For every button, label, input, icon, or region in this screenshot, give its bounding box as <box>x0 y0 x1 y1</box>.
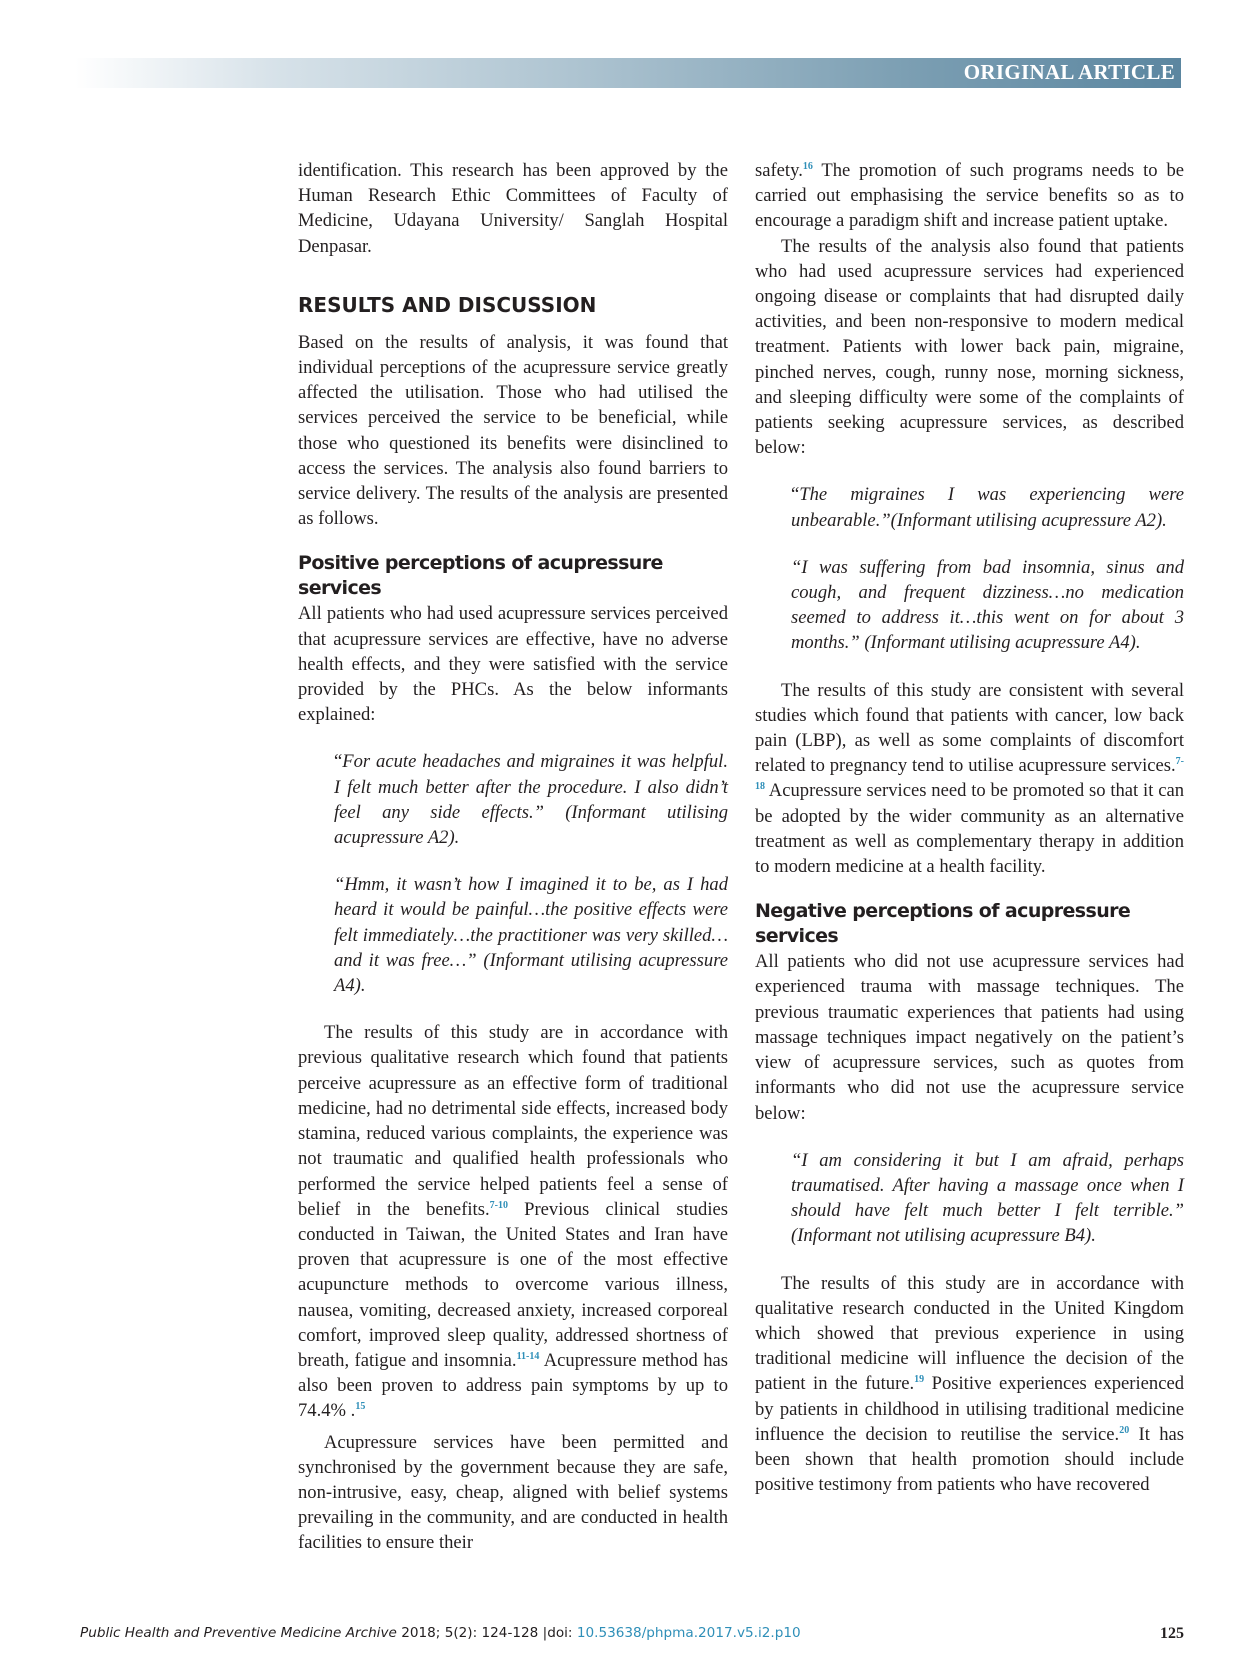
safety-text-1: safety. <box>755 160 803 181</box>
quote-migraines <box>791 482 1184 532</box>
negative-paragraph: All patients who did not use acupressure services had experienced trauma with massage techniques. The previous traumatic experiences that patients had using massage techniques impact negatively on the patient’s view of acupressure services, such as quotes from informants who did not use the acupressure service below: <box>755 951 1184 1124</box>
accordance-paragraph <box>298 1020 728 1423</box>
safety-text-2: The promotion of such programs needs to be carried out emphasising the service benefits so as to encourage a paradigm shift and increase patient uptake. <box>755 160 1184 232</box>
accordance-text-3: Acupressure method has also been proven to address pain symptoms by up to 74.4% . <box>298 1349 728 1422</box>
citation-11-14: 11-14 <box>516 1350 540 1362</box>
citation-info: 2018; 5(2): 124-128 |doi: <box>396 1625 577 1641</box>
quote-migraines-open: “ <box>791 484 800 506</box>
positive-paragraph: All patients who had used acupressure services perceived that acupressure services are effective, have no adverse health effects, and they were satisfied with the service provided by the PHCs. As the below informants explained: <box>298 603 728 726</box>
right-column <box>755 158 1184 1497</box>
citation-20: 20 <box>1119 1424 1130 1436</box>
section-heading-results: RESULTS AND DISCUSSION <box>298 292 597 317</box>
page-footer <box>80 1625 1184 1641</box>
page-number: 125 <box>1160 1625 1184 1642</box>
uk-text-1: The results of this study are in accordance with qualitative research conducted in the United Kingdom which showed that previous experience in using traditional medicine will influence the decision of the patient in the future. <box>755 1272 1184 1395</box>
safety-paragraph <box>755 158 1184 234</box>
results-paragraph: Based on the results of analysis, it was found that individual perceptions of the acupressure service greatly affected the utilisation. Those who had utilised the services perceived the service to be beneficial, while those who questioned its benefits were disinclined to access the services. The analysis also found barriers to service delivery. The results of the analysis are presented as follows. <box>298 331 728 530</box>
permitted-paragraph: Acupressure services have been permitted and synchronised by the government because they are safe, non-intrusive, easy, cheap, aligned with belief systems prevailing in the community, and are conducted in health facilities to ensure their <box>298 1431 728 1554</box>
subheading-negative <box>755 899 1184 949</box>
article-type-label: ORIGINAL ARTICLE <box>963 60 1175 84</box>
accordance-text-2: Previous clinical studies conducted in Taiwan, the United States and Iran have proven that acupressure is one of the most effective acupuncture methods to overcome various illness, nausea, vomiting, decreased anxiety, increased corporeal comfort, improved sleep quality, addressed shortness of breath, fatigue and insomnia. <box>298 1198 728 1371</box>
subheading-positive <box>298 551 728 601</box>
uk-paragraph <box>755 1271 1184 1498</box>
quote-migraines-text: The migraines I was experiencing were unbearable.”(Informant utilising acupressure A2). <box>791 484 1184 531</box>
journal-name: Public Health and Preventive Medicine Archive <box>80 1625 397 1641</box>
quote-a2-open: “ <box>334 751 343 773</box>
quote-b4: “I am considering it but I am afraid, perhaps traumatised. After having a massage once when I should have felt much better I felt terrible.” (Informant not utilising acupressure B4). <box>791 1149 1184 1247</box>
consistent-text-2: Acupressure services need to be promoted so that it can be adopted by the wider community as an alternative treatment as well as complementary therapy in addition to modern medicine at a health facility. <box>755 780 1184 878</box>
citation-7-10: 7-10 <box>489 1199 508 1211</box>
uk-text-3: It has been shown that health promotion should include positive testimony from patients who have recovered <box>755 1423 1184 1496</box>
left-column <box>298 158 728 1556</box>
citation-16: 16 <box>802 160 813 172</box>
subheading-negative-line1: Negative perceptions of acupressure <box>755 900 1131 923</box>
analysis-paragraph: The results of the analysis also found that patients who had used acupressure services had experienced ongoing disease or complaints that had disrupted daily activities, and been non-responsive to modern medical treatment. Patients with lower back pain, migraine, pinched nerves, cough, runny nose, morning sickness, and sleeping difficulty were some of the complaints of patients seeking acupressure services, as described below: <box>755 235 1184 459</box>
subheading-negative-line2: services <box>755 925 839 948</box>
citation-15: 15 <box>355 1401 366 1413</box>
quote-a4: “Hmm, it wasn’t how I imagined it to be, as I had heard it would be painful…the positive effects were felt immediately…the practitioner was very skilled…and it was free…” (Informant utilising acupressure A4). <box>334 874 728 997</box>
header-banner <box>75 58 1181 88</box>
doi-link[interactable]: 10.53638/phpma.2017.v5.i2.p10 <box>576 1625 801 1641</box>
quote-a2-text: For acute headaches and migraines it was helpful. I felt much better after the procedure. I also didn’t feel any side effects.” (Informant utilising acupressure A2). <box>334 751 728 849</box>
uk-text-2: Positive experiences experienced by patients in childhood in utilising traditional medicine influence the decision to reutilise the service. <box>755 1373 1184 1445</box>
quote-a2 <box>334 749 728 850</box>
subheading-positive-line2: services <box>298 577 382 600</box>
citation-19: 19 <box>914 1374 925 1386</box>
citation-7-18: 7-18 <box>755 756 1184 793</box>
quote-insomnia: “I was suffering from bad insomnia, sinus and cough, and frequent dizziness…no medication seemed to address it…this went on for about 3 months.” (Informant utilising acupressure A4). <box>791 556 1184 654</box>
consistent-paragraph <box>755 678 1184 880</box>
accordance-text-1: The results of this study are in accordance with previous qualitative research which found that patients perceive acupressure as an effective form of traditional medicine, had no detrimental side effects, increased body stamina, reduced various complaints, the experience was not traumatic and qualified health professionals who performed the service helped patients feel a sense of belief in the benefits. <box>298 1022 728 1220</box>
subheading-positive-line1: Positive perceptions of acupressure <box>298 552 663 575</box>
intro-paragraph: identification. This research has been approved by the Human Research Ethic Committees of Faculty of Medicine, Udayana University/ Sanglah Hospital Denpasar. <box>298 160 728 257</box>
consistent-text-1: The results of this study are consistent with several studies which found that patients with cancer, low back pain (LBP), as well as some complaints of discomfort related to pregnancy tend to utilise acupressure services. <box>755 679 1184 777</box>
